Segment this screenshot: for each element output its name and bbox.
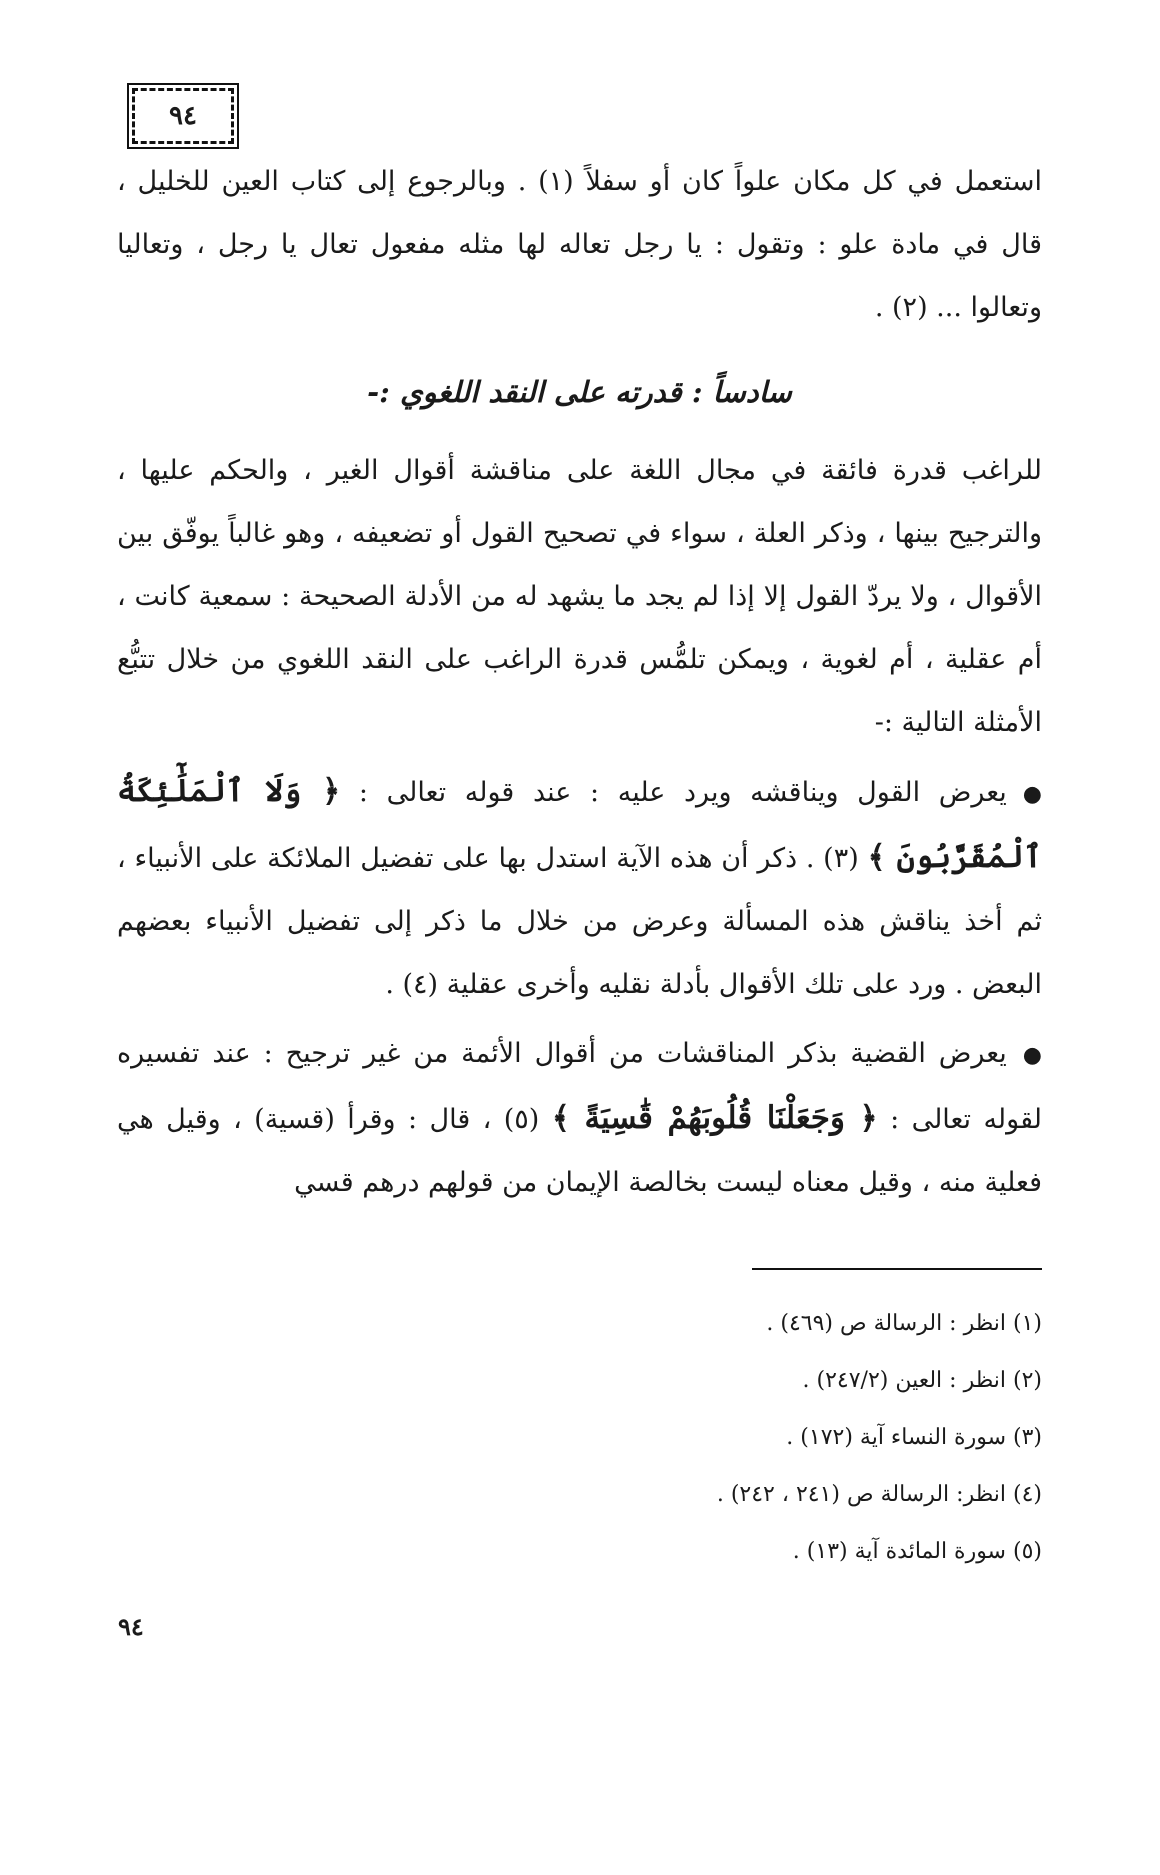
bullet-1-before: يعرض القول ويناقشه ويرد عليه : عند قوله تعالى : bbox=[340, 777, 1007, 808]
bullet-item-1 bbox=[117, 760, 1042, 1016]
footnote-1: (١) انظر : الرسالة ص (٤٦٩) . bbox=[766, 1311, 1042, 1336]
bullet-icon: ● bbox=[1022, 1043, 1042, 1068]
bullet-icon: ● bbox=[1022, 782, 1042, 807]
bullet-2-after: (٥) ، قال : وقرأ (قسية) ، وقيل هي فعلية منه ، وقيل معناه ليست بخالصة الإيمان من قولهم درهم قسي bbox=[117, 1104, 1042, 1198]
bullet-1-after: (٣) . ذكر أن هذه الآية استدل بها على تفضيل الملائكة على الأنبياء ، ثم أخذ يناقش هذه المسألة وعرض من خلال ما ذكر إلى تفضيل الأنبياء بعضهم البعض . ورد على تلك الأقوال بأدلة نقليه وأخرى عقلية (٤) . bbox=[117, 843, 1042, 1000]
page-number-top-text: ٩٤ bbox=[169, 101, 197, 131]
footnote-4: (٤) انظر: الرسالة ص (٢٤١ ، ٢٤٢) . bbox=[716, 1482, 1042, 1507]
section-paragraph: للراغب قدرة فائقة في مجال اللغة على مناقشة أقوال الغير ، والحكم عليها ، والترجيح بينها ، وذكر العلة ، سواء في تصحيح القول أو تضعيفه ، وهو غالباً يوفّق بين الأقوال ، ولا يردّ القول إلا إذا لم يجد ما يشهد له من الأدلة الصحيحة : سمعية كانت ، أم عقلية ، أم لغوية ، ويمكن تلمُّس قدرة الراغب على النقد اللغوي من خلال تتبُّع الأمثلة التالية :- bbox=[117, 455, 1042, 738]
footnotes bbox=[342, 1295, 1042, 1580]
bullet-2-quran: ﴿ وَجَعَلْنَا قُلُوبَهُمْ قَٰسِيَةً ﴾ bbox=[551, 1100, 878, 1136]
page-number-top bbox=[132, 88, 234, 144]
section-heading: سادساً : قدرته على النقد اللغوي :- bbox=[367, 375, 792, 409]
main-text bbox=[117, 150, 1042, 1214]
page-number-bottom: ٩٤ bbox=[118, 1612, 144, 1641]
bullet-1-quran: ﴿ وَلَا ٱلْمَلَٰٓئِكَةُ ٱلْمُقَرَّبُونَ ﴾ bbox=[117, 773, 1042, 875]
footnote-3: (٣) سورة النساء آية (١٧٢) . bbox=[786, 1425, 1042, 1450]
footnotes-divider bbox=[752, 1268, 1042, 1270]
footnote-5: (٥) سورة المائدة آية (١٣) . bbox=[792, 1539, 1042, 1564]
intro-paragraph: استعمل في كل مكان علواً كان أو سفلاً (١) . وبالرجوع إلى كتاب العين للخليل ، قال في مادة علو : وتقول : يا رجل تعاله لها مثله مفعول تعال يا رجل ، وتعاليا وتعالوا ... (٢) . bbox=[117, 166, 1042, 323]
footnote-2: (٢) انظر : العين (٢٤٧/٢) . bbox=[802, 1368, 1042, 1393]
bullet-item-2 bbox=[117, 1022, 1042, 1214]
bullet-2-before: يعرض القضية بذكر المناقشات من أقوال الأئمة من غير ترجيح : عند تفسيره لقوله تعالى : bbox=[117, 1038, 1042, 1135]
